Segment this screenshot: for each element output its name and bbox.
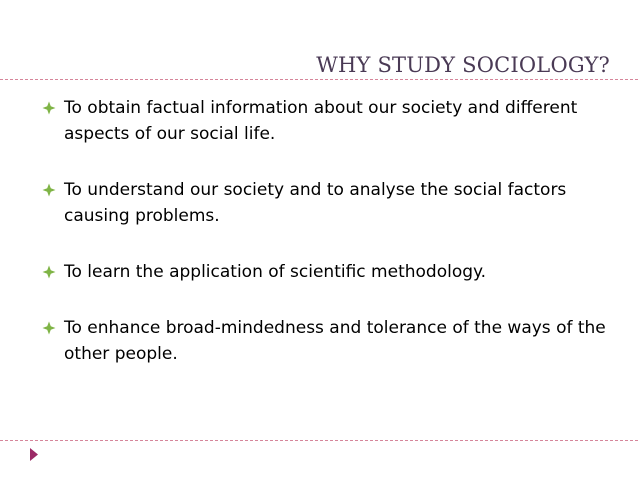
diamond-bullet-icon <box>42 321 56 335</box>
footer-divider <box>0 440 638 441</box>
bullet-text: To obtain factual information about our society and different aspects of our social life. <box>64 98 578 144</box>
bullet-item <box>36 259 616 285</box>
bullet-item <box>36 177 616 229</box>
title-divider <box>0 79 638 80</box>
bullet-text: To understand our society and to analyse the social factors causing problems. <box>64 180 567 226</box>
diamond-bullet-icon <box>42 101 56 115</box>
bullet-text: To enhance broad-mindedness and tolerance of the ways of the other people. <box>64 318 606 364</box>
bullet-text: To learn the application of scientific methodology. <box>64 262 487 282</box>
diamond-bullet-icon <box>42 183 56 197</box>
next-slide-arrow-icon[interactable] <box>30 448 38 461</box>
bullet-item <box>36 315 616 367</box>
bullet-item <box>36 95 616 147</box>
diamond-bullet-icon <box>42 265 56 279</box>
slide-title: WHY STUDY SOCIOLOGY? <box>316 53 610 77</box>
bullet-list <box>36 95 616 397</box>
